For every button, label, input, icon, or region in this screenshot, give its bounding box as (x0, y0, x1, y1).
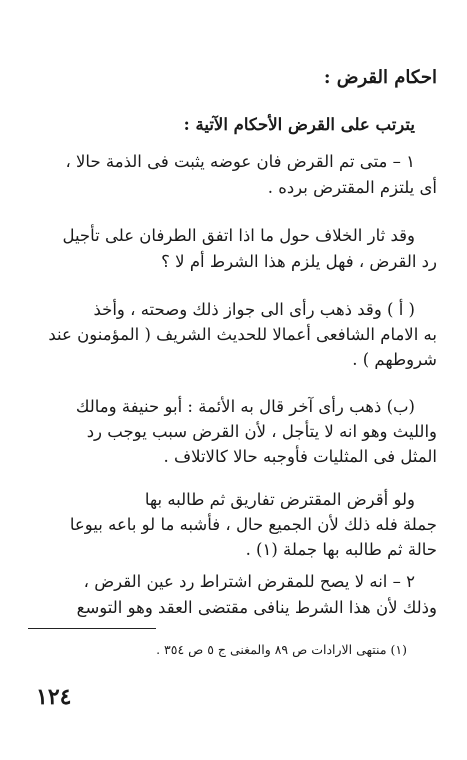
paragraph-5-line-2: جملة فله ذلك لأن الجميع حال ، فأشبه ما لو باعه بيوعا (69, 515, 437, 534)
paragraph-3-line-3: شروطهم ) . (352, 350, 437, 369)
paragraph-5-line-3: حالة ثم طالبه بها جملة (١) . (245, 540, 437, 559)
paragraph-2-line-2: رد القرض ، فهل يلزم هذا الشرط أم لا ؟ (161, 252, 437, 271)
section-heading: احكام القرض : (323, 67, 437, 88)
paragraph-3-line-1: ( أ ) وقد ذهب رأى الى جواز ذلك وصحته ، وأخذ (93, 300, 415, 319)
paragraph-5-line-1: ولو أقرض المقترض تفاريق ثم طالبه بها (144, 490, 415, 509)
page-number: ١٢٤ (36, 684, 72, 710)
paragraph-3-line-2: به الامام الشافعى أعمالا للحديث الشريف ( المؤمنون عند (48, 325, 437, 344)
paragraph-1-line-1: ١ – متى تم القرض فان عوضه يثبت فى الذمة حالا ، (65, 152, 415, 171)
paragraph-4-line-3: المثل فى المثليات فأوجبه حالا كالاتلاف . (163, 447, 437, 466)
intro-line: يترتب على القرض الأحكام الآتية : (183, 115, 415, 134)
footnote: (١) منتهى الارادات ص ٨٩ والمغنى ج ٥ ص ٣٥٤ . (156, 642, 407, 657)
paragraph-2-line-1: وقد ثار الخلاف حول ما اذا اتفق الطرفان على تأجيل (62, 226, 415, 245)
footnote-rule (28, 628, 156, 629)
paragraph-6-line-1: ٢ – انه لا يصح للمقرض اشتراط رد عين القرض ، (83, 572, 415, 591)
paragraph-1-line-2: أى يلتزم المقترض برده . (267, 178, 437, 197)
paragraph-4-line-2: والليث وهو انه لا يتأجل ، لأن القرض سبب يوجب رد (86, 422, 437, 441)
paragraph-4-line-1: (ب) ذهب رأى آخر قال به الأئمة : أبو حنيفة ومالك (75, 397, 415, 416)
paragraph-6-line-2: وذلك لأن هذا الشرط ينافى مقتضى العقد وهو التوسع (76, 598, 437, 617)
